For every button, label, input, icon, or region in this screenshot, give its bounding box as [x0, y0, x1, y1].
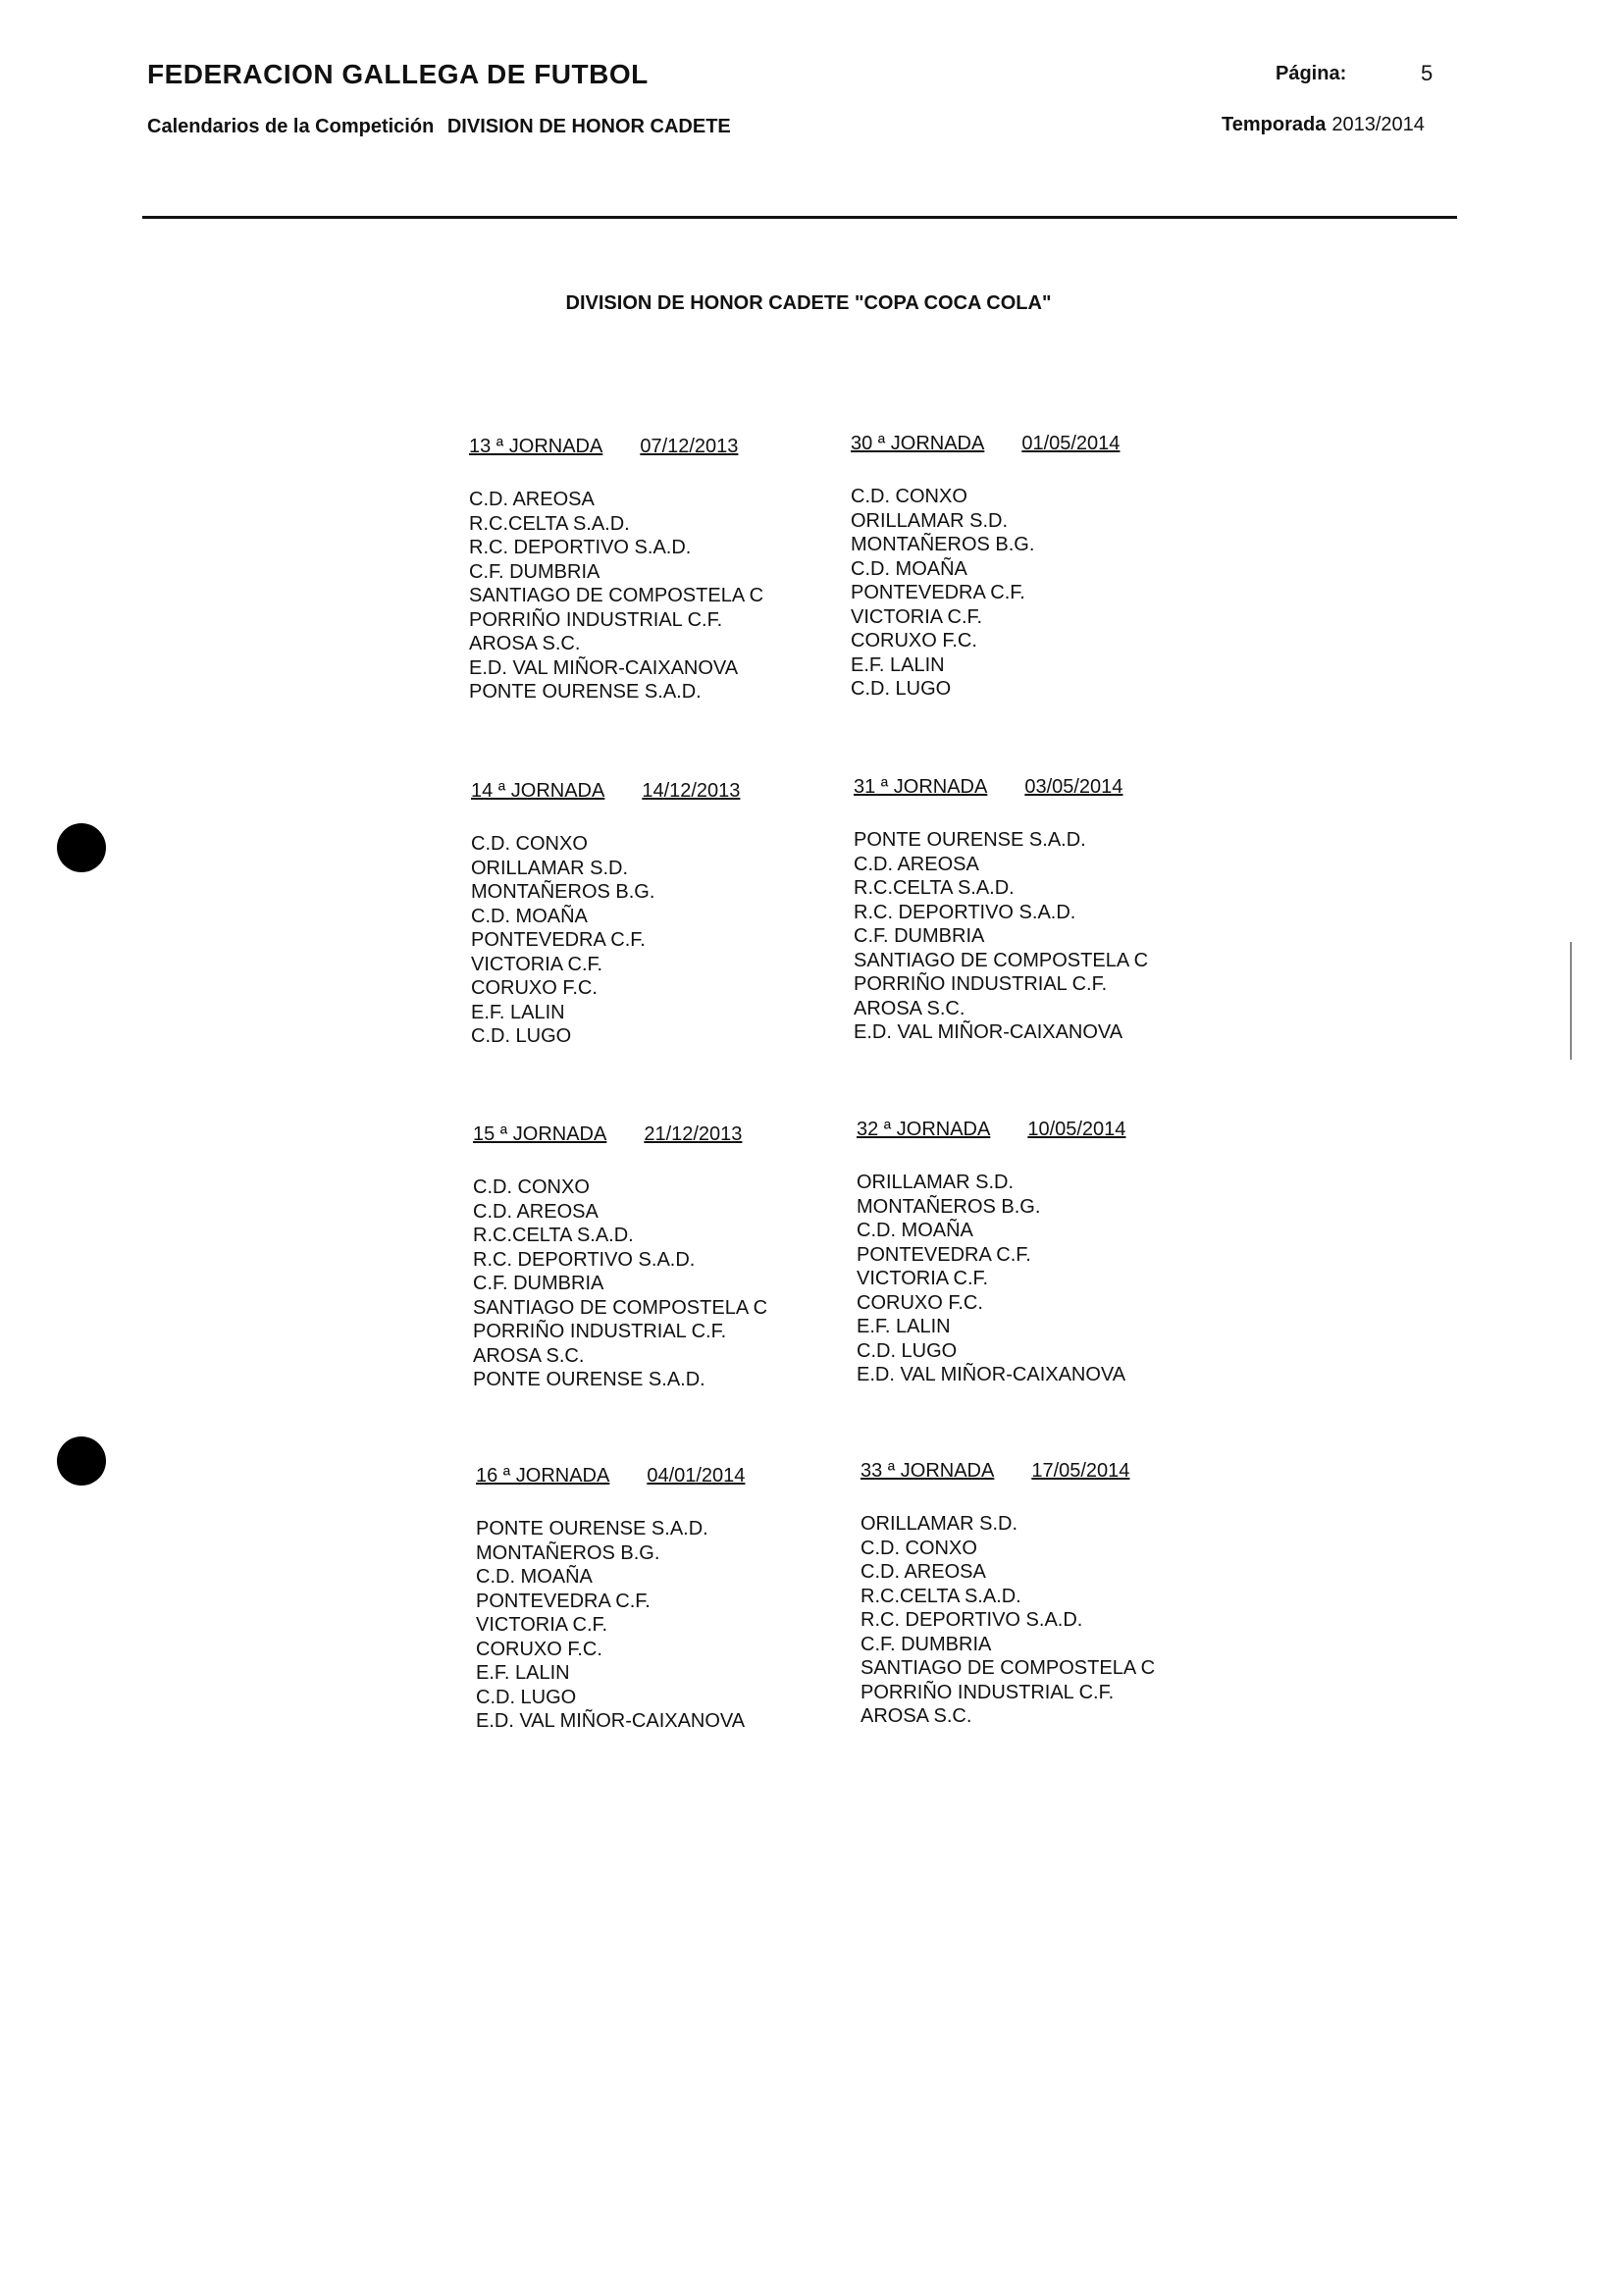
team-name: ORILLAMAR S.D. [471, 857, 629, 879]
team-name: E.D. VAL MIÑOR-CAIXANOVA [469, 656, 739, 679]
round-date: 21/12/2013 [644, 1123, 743, 1145]
team-name: PORRIÑO INDUSTRIAL C.F. [854, 973, 1108, 995]
round-header [861, 1460, 1214, 1483]
team-name: C.F. DUMBRIA [861, 1633, 992, 1655]
team-name: R.C.CELTA S.A.D. [861, 1585, 1021, 1607]
team-name: MONTAÑEROS B.G. [476, 1541, 660, 1564]
round-header [473, 1123, 826, 1146]
team-name: C.F. DUMBRIA [473, 1273, 604, 1294]
team-name: C.D. MOAÑA [476, 1566, 593, 1588]
team-name: AROSA S.C. [854, 997, 965, 1019]
round-block-30 [851, 433, 1204, 702]
team-name: SANTIAGO DE COMPOSTELA C [854, 949, 1149, 971]
team-name: PONTE OURENSE S.A.D. [476, 1518, 708, 1539]
team-name: C.D. MOAÑA [471, 905, 588, 927]
team-name: C.D. AREOSA [469, 489, 595, 510]
team-name: PONTEVEDRA C.F. [857, 1243, 1031, 1266]
document-title: DIVISION DE HONOR CADETE "COPA COCA COLA" [565, 292, 1052, 314]
team-name: C.D. AREOSA [473, 1200, 599, 1223]
team-name: MONTAÑEROS B.G. [851, 534, 1035, 555]
team-name: VICTORIA C.F. [476, 1614, 608, 1636]
team-name: PONTE OURENSE S.A.D. [469, 681, 702, 703]
team-name: C.F. DUMBRIA [854, 925, 985, 947]
round-date: 17/05/2014 [1031, 1460, 1130, 1482]
team-name: C.D. CONXO [473, 1176, 590, 1198]
document-subtitle [147, 116, 731, 138]
round-date: 10/05/2014 [1027, 1119, 1126, 1140]
round-number: 14 ª JORNADA [471, 780, 605, 802]
team-name: MONTAÑEROS B.G. [857, 1195, 1041, 1218]
team-name: AROSA S.C. [473, 1344, 585, 1367]
team-name: E.D. VAL MIÑOR-CAIXANOVA [857, 1364, 1126, 1385]
round-date: 04/01/2014 [647, 1465, 746, 1487]
team-name: C.F. DUMBRIA [469, 560, 600, 583]
round-date: 03/05/2014 [1024, 776, 1123, 798]
team-name: PONTEVEDRA C.F. [851, 582, 1025, 603]
team-name: E.F. LALIN [476, 1662, 570, 1684]
team-name: SANTIAGO DE COMPOSTELA C [861, 1657, 1156, 1679]
team-name: PONTEVEDRA C.F. [476, 1590, 651, 1612]
team-name: E.D. VAL MIÑOR-CAIXANOVA [854, 1021, 1123, 1043]
round-header [469, 436, 822, 458]
team-name: R.C.CELTA S.A.D. [854, 877, 1015, 899]
team-name: PONTE OURENSE S.A.D. [473, 1369, 705, 1390]
team-name: SANTIAGO DE COMPOSTELA C [469, 585, 764, 606]
round-header [851, 433, 1204, 455]
round-date: 07/12/2013 [640, 436, 739, 457]
team-name: C.D. AREOSA [861, 1561, 986, 1583]
season-label: Temporada [1222, 114, 1327, 135]
team-name: AROSA S.C. [861, 1705, 972, 1727]
team-name: C.D. LUGO [476, 1686, 577, 1708]
round-number: 33 ª JORNADA [861, 1460, 995, 1482]
round-number: 30 ª JORNADA [851, 433, 985, 454]
round-date: 14/12/2013 [642, 780, 741, 802]
team-name: PORRIÑO INDUSTRIAL C.F. [861, 1681, 1115, 1703]
round-block-14 [471, 780, 824, 1049]
season-value: 2013/2014 [1331, 114, 1425, 135]
round-number: 31 ª JORNADA [854, 776, 988, 798]
round-block-31 [854, 776, 1207, 1045]
team-name: MONTAÑEROS B.G. [471, 881, 655, 903]
round-block-16 [476, 1465, 829, 1734]
round-number: 16 ª JORNADA [476, 1465, 610, 1487]
round-number: 13 ª JORNADA [469, 436, 603, 457]
team-name: R.C.CELTA S.A.D. [473, 1225, 634, 1246]
team-name: E.F. LALIN [857, 1316, 951, 1337]
team-name: VICTORIA C.F. [851, 605, 983, 628]
round-header [854, 776, 1207, 799]
round-block-13 [469, 436, 822, 704]
team-name: E.F. LALIN [471, 1001, 565, 1023]
team-name: AROSA S.C. [469, 633, 581, 654]
punch-hole-lower [57, 1436, 106, 1486]
team-name: R.C. DEPORTIVO S.A.D. [861, 1609, 1083, 1631]
team-name: CORUXO F.C. [476, 1638, 602, 1660]
subtitle-text: Calendarios de la Competición [147, 116, 435, 137]
round-header [476, 1465, 829, 1487]
round-header [471, 780, 824, 803]
team-name: VICTORIA C.F. [471, 953, 603, 975]
team-name: C.D. CONXO [861, 1537, 977, 1559]
team-name: E.F. LALIN [851, 653, 945, 676]
round-number: 32 ª JORNADA [857, 1119, 991, 1140]
competition-name: DIVISION DE HONOR CADETE [446, 116, 731, 137]
team-name: E.D. VAL MIÑOR-CAIXANOVA [476, 1710, 746, 1732]
punch-hole-upper [57, 823, 106, 872]
team-name: ORILLAMAR S.D. [851, 509, 1009, 532]
round-number: 15 ª JORNADA [473, 1123, 607, 1145]
header-divider [142, 216, 1457, 219]
team-name: PORRIÑO INDUSTRIAL C.F. [469, 608, 723, 631]
team-name: SANTIAGO DE COMPOSTELA C [473, 1296, 768, 1319]
team-name: R.C. DEPORTIVO S.A.D. [469, 537, 692, 558]
round-date: 01/05/2014 [1021, 433, 1121, 454]
page-number: 5 [1421, 61, 1434, 85]
round-block-15 [473, 1123, 826, 1392]
team-name: CORUXO F.C. [851, 630, 977, 652]
team-name: C.D. LUGO [851, 678, 952, 700]
team-name: PONTEVEDRA C.F. [471, 929, 646, 951]
team-name: CORUXO F.C. [471, 977, 598, 999]
team-name: C.D. LUGO [857, 1339, 958, 1362]
page-label: Página: [1276, 63, 1347, 84]
team-name: VICTORIA C.F. [857, 1268, 989, 1289]
round-header [857, 1119, 1210, 1141]
team-name: C.D. CONXO [851, 486, 967, 507]
team-name: C.D. CONXO [471, 833, 588, 855]
team-name: ORILLAMAR S.D. [857, 1172, 1015, 1193]
team-name: PONTE OURENSE S.A.D. [854, 829, 1086, 851]
team-name: CORUXO F.C. [857, 1291, 983, 1314]
team-name: R.C. DEPORTIVO S.A.D. [473, 1248, 696, 1271]
round-block-33 [861, 1460, 1214, 1729]
team-name: C.D. MOAÑA [851, 557, 967, 580]
team-name: C.D. AREOSA [854, 853, 979, 875]
team-name: R.C. DEPORTIVO S.A.D. [854, 901, 1076, 923]
round-block-32 [857, 1119, 1210, 1387]
org-name: FEDERACION GALLEGA DE FUTBOL [147, 59, 649, 89]
team-name: C.D. MOAÑA [857, 1220, 973, 1241]
team-name: C.D. LUGO [471, 1025, 572, 1047]
team-name: R.C.CELTA S.A.D. [469, 512, 630, 535]
season-info [1222, 114, 1425, 136]
scan-mark [1570, 942, 1572, 1060]
team-name: ORILLAMAR S.D. [861, 1513, 1018, 1535]
team-name: PORRIÑO INDUSTRIAL C.F. [473, 1321, 727, 1342]
